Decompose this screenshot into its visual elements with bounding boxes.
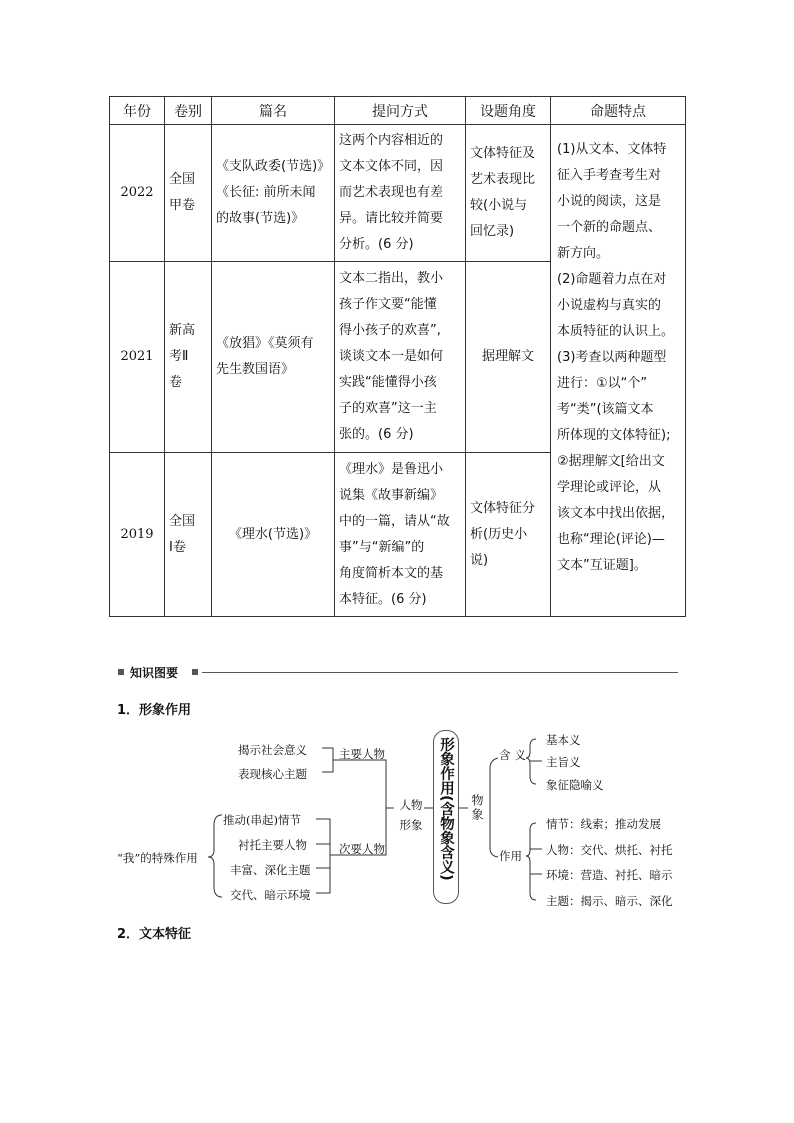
title-cell: 《理水(节选)》: [212, 453, 335, 617]
header-rule: [202, 672, 678, 673]
exam-analysis-table: [109, 96, 686, 617]
object-image-label: 物象: [470, 794, 484, 822]
secondary-item: 交代、暗示环境: [230, 888, 311, 902]
meaning-item: 主旨义: [546, 755, 581, 769]
year-cell: 2022: [110, 125, 165, 262]
header-square-left: [118, 669, 124, 675]
header-features: 命题特点: [551, 97, 686, 125]
secondary-item: 丰富、深化主题: [230, 863, 311, 877]
table-row: [110, 125, 686, 262]
secondary-character-label: 次要人物: [339, 842, 385, 856]
title-cell: 《支队政委(节选)》 《长征: 前所未闻 的故事(节选)》: [212, 125, 335, 262]
angle-cell: 据理解文: [466, 262, 551, 453]
function-item: 人物：交代、烘托、衬托: [546, 843, 673, 857]
function-item: 环境：营造、衬托、暗示: [546, 868, 673, 882]
main-item: 揭示社会意义: [238, 743, 307, 757]
volume-cell: 新高 考Ⅱ 卷: [165, 262, 212, 453]
function-item: 情节：线索；推动发展: [546, 817, 661, 831]
year-cell: 2021: [110, 262, 165, 453]
function-label: 作用: [499, 849, 522, 863]
question-cell: 文本二指出，教小 孩子作文要“能懂 得小孩子的欢喜”, 谈谈文本一是如何 实践“能懂得小孩 子的欢喜”这一主 张的。(6 分): [335, 262, 466, 453]
year-cell: 2019: [110, 453, 165, 617]
header-square-right: [192, 669, 198, 675]
angle-cell: 文体特征及 艺术表现比 较(小说与 回忆录): [466, 125, 551, 262]
main-character-label: 主要人物: [339, 747, 385, 761]
angle-cell: 文体特征分 析(历史小 说): [466, 453, 551, 617]
table-header-row: [110, 97, 686, 125]
question-cell: 《理水》是鲁迅小 说集《故事新编》 中的一篇，请从“故 事”与“新编”的 角度简析本文的基 本特征。(6 分): [335, 453, 466, 617]
secondary-item: 推动(串起)情节: [223, 813, 301, 827]
meaning-item: 基本义: [546, 733, 581, 747]
section-header: [118, 664, 678, 684]
header-volume: 卷别: [165, 97, 212, 125]
main-item: 表现核心主题: [238, 767, 307, 781]
subheading-image-function: 1．形象作用: [117, 703, 192, 718]
wo-special-function-label: “我”的特殊作用: [117, 851, 198, 865]
meaning-label: 含义: [499, 748, 530, 762]
header-question: 提问方式: [335, 97, 466, 125]
header-angle: 设题角度: [466, 97, 551, 125]
meaning-item: 象征隐喻义: [546, 778, 604, 792]
question-cell: 这两个内容相近的 文本文体不同，因 而艺术表现也有差 异。请比较并简要 分析。(6 分): [335, 125, 466, 262]
volume-cell: 全国 甲卷: [165, 125, 212, 262]
header-year: 年份: [110, 97, 165, 125]
function-item: 主题：揭示、暗示、深化: [546, 894, 673, 908]
features-cell: (1)从文本、文体特 征入手考查考生对 小说的阅读，这是 一个新的命题点、 新方向。 (2)命题着力点在对 小说虚构与真实的 本质特征的认识上。 (3)考查以两种题型 进行：①以“个” 考“类”(该篇文本 所体现的文体特征); ②据理解文[给出文 学理论或评论，从 该文本中找出依据， 也称“理论(评论)— 文本”互证题]。: [551, 125, 686, 617]
title-cell: 《放猖》《莫须有 先生教国语》: [212, 262, 335, 453]
header-title: 篇名: [212, 97, 335, 125]
person-image-label: 人物形象: [399, 798, 423, 832]
secondary-item: 衬托主要人物: [238, 838, 307, 852]
central-node: [433, 730, 459, 904]
subheading-text-features: 2．文本特征: [117, 927, 192, 942]
section-title: 知识图要: [130, 666, 179, 680]
volume-cell: 全国 Ⅰ卷: [165, 453, 212, 617]
central-node-label: 形象作用(含物象含义): [438, 737, 454, 881]
